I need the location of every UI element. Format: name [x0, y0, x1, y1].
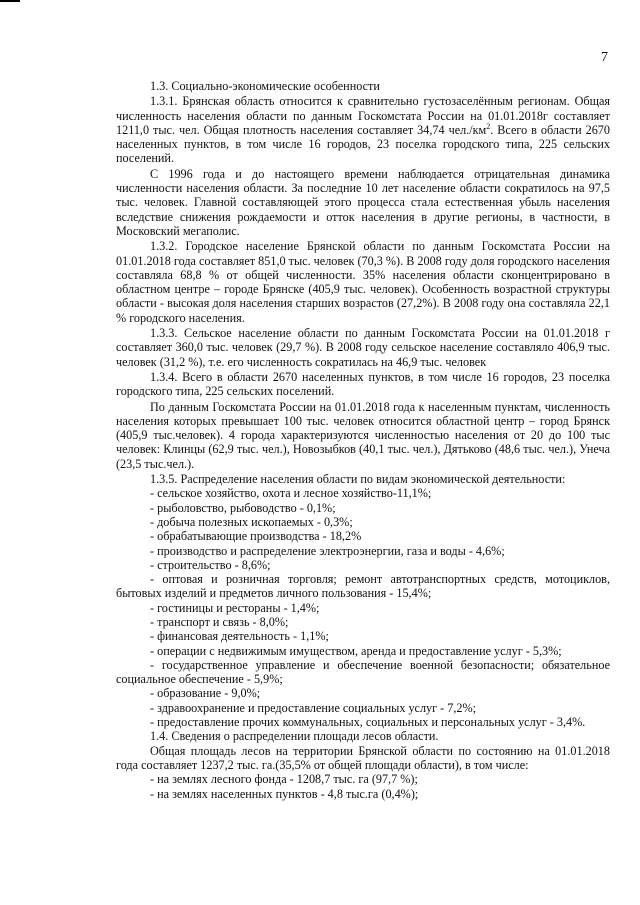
list-item: - рыболовство, рыбоводство - 0,1%; [150, 500, 336, 515]
list-item: - предоставление прочих коммунальных, социальных и персональных услуг - 3,4%. [150, 715, 586, 730]
section-title: 1.3. Социально-экономические особенности [150, 79, 380, 93]
list-item: - обрабатывающие производства - 18,2% [150, 529, 362, 544]
list-item: - операции с недвижимым имуществом, аренда и предоставление услуг - 5,3%; [150, 643, 562, 658]
list-item: - строительство - 8,6%; [150, 557, 271, 572]
list-item: - здравоохранение и предоставление социальных услуг - 7,2%; [150, 700, 477, 715]
list-item: - сельское хозяйство, охота и лесное хозяйство-11,1%; [150, 486, 432, 501]
paragraph-forest-area: Общая площадь лесов на территории Брянской области по состоянию на 01.01.2018 года составляет 1237,2 тыс. га.(35,5% от общей площади области), в том числе: [116, 743, 610, 772]
list-item: - гостиницы и рестораны - 1,4%; [150, 600, 320, 615]
page-number: 7 [601, 50, 608, 65]
list-item: - производство и распределение электроэнергии, газа и воды - 4,6%; [150, 543, 505, 558]
list-item: - оптовая и розничная торговля; ремонт автотранспортных средств, мотоциклов, бытовых изделий и предметов личного пользования - 15,4%; [116, 572, 610, 601]
paragraph-1-3-1-text: 1.3.1. Брянская область относится к сравнительно густозаселённым регионам. Общая численность населения области по данным Госкомстата России на 01.01.2018г составляет 1211,0 тыс. чел. Общая плотность населения составляет 34,74 чел./км [116, 94, 610, 137]
section-title-1-4: 1.4. Сведения о распределении площади лесов области. [150, 729, 439, 744]
list-item: - государственное управление и обеспечение военной безопасности; обязательное социальное обеспечение - 5,9%; [116, 657, 610, 687]
paragraph-1-3-2: 1.3.2. Городское население Брянской области по данным Госкомстата России на 01.01.2018 года составляет 851,0 тыс. человек (70,3 %). В 2008 году доля городского населения составляла 68,8 % от общей численности. 35% населения области сконцентрировано в областном центре – городе Брянске (405,9 тыс. человек). Особенность возрастной структуры области - высокая доля населения старших возрастов (27,2%). В 2008 году она составляла 22,1 % городского населения. [116, 239, 610, 325]
paragraph-1-3-3: 1.3.3. Сельское население области по данным Госкомстата России на 01.01.2018 г составляет 360,0 тыс. человек (29,7 %). В 2008 году сельское население составляло 406,9 тыс. человек (31,2 %), т.е. его численность сократилась на 46,9 тыс. человек [116, 326, 610, 369]
paragraph-dynamics: С 1996 года и до настоящего времени наблюдается отрицательная динамика численности населения области. За последние 10 лет население области сократилось на 97,5 тыс. человек. Главной составляющей этого процесса стала естественная убыль населения вследствие снижения рождаемости и отток населения в другие регионы, в частности, в Московский мегаполис. [116, 166, 610, 238]
paragraph-goskomstat: По данным Госкомстата России на 01.01.2018 года к населенным пунктам, численность населения которых превышает 100 тыс. человек относится областной центр – город Брянск (405,9 тыс.человек). 4 города характеризуются численностью населения от 20 до 100 тыс человек: Клинцы (62,9 тыс. чел.), Новозыбков (40,1 тыс. чел.), Дятьково (48,6 тыс. чел.), Унеча (23,5 тыс.чел.). [116, 399, 610, 471]
list-item: - добыча полезных ископаемых - 0,3%; [150, 514, 353, 529]
list-item: - на землях лесного фонда - 1208,7 тыс. га (97,7 %); [150, 772, 418, 787]
paragraph-1-3-1 [116, 94, 610, 165]
list-item: - транспорт и связь - 8,0%; [150, 614, 289, 629]
paragraph-1-3-4: 1.3.4. Всего в области 2670 населенных пунктов, в том числе 16 городов, 23 поселка городского типа, 225 сельских поселений. [116, 369, 610, 399]
superscript: 2 [486, 121, 491, 131]
list-item: - на землях населенных пунктов - 4,8 тыс.га (0,4%); [150, 786, 419, 801]
list-item: - образование - 9,0%; [150, 686, 261, 701]
scan-corner-mark [0, 0, 20, 2]
paragraph-1-3-1-tail: . Всего в области 2670 населенных пунктов, в том числе 16 городов, 23 поселка городского типа, 225 сельских поселений. [116, 122, 610, 166]
list-item: - финансовая деятельность - 1,1%; [150, 629, 329, 644]
paragraph-1-3-5: 1.3.5. Распределение населения области по видам экономической деятельности: [150, 472, 566, 487]
document-body [116, 79, 610, 801]
